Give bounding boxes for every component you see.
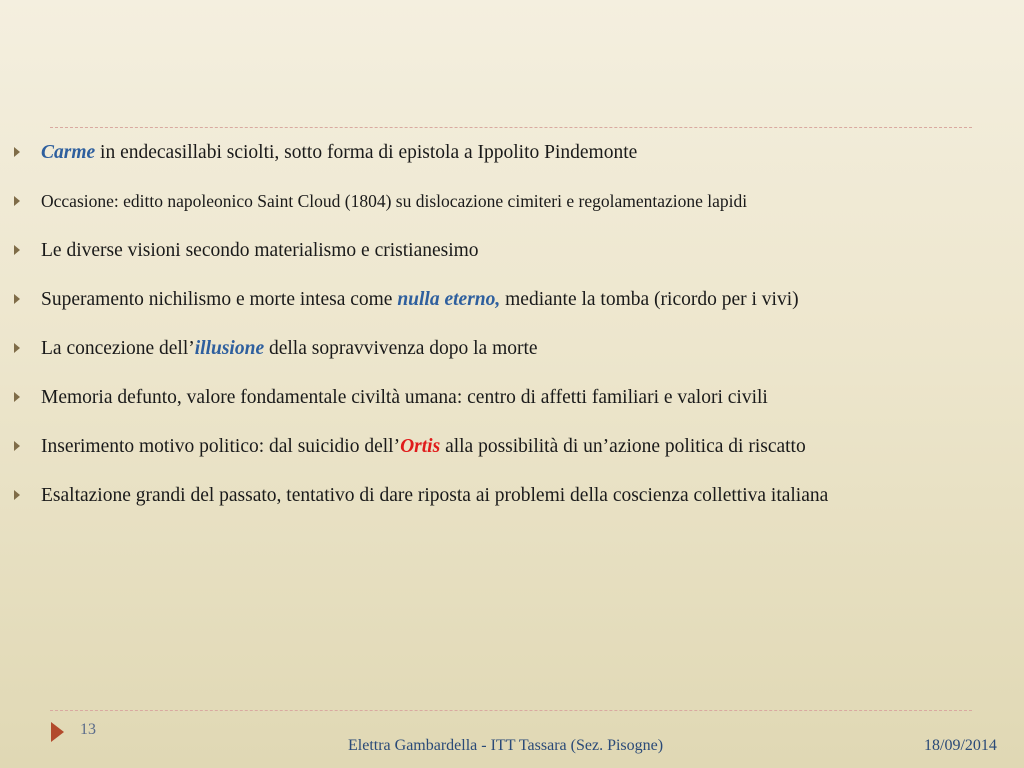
bullet-text: in endecasillabi sciolti, sotto forma di epistola a Ippolito Pindemonte bbox=[95, 142, 638, 163]
bullet-item bbox=[14, 133, 1014, 172]
bullet-item bbox=[14, 329, 1014, 368]
bullet-text: Memoria defunto, valore fondamentale civiltà umana: centro di affetti familiari e valori civili bbox=[41, 387, 768, 408]
bullet-item bbox=[14, 476, 971, 515]
bullet-item bbox=[14, 427, 1014, 466]
bullet-arrow-icon bbox=[14, 245, 20, 255]
bullet-list bbox=[14, 133, 1014, 525]
bullet-arrow-icon bbox=[14, 490, 20, 500]
bullet-arrow-icon bbox=[14, 196, 20, 206]
bullet-item bbox=[14, 280, 1014, 319]
page-number: 13 bbox=[80, 721, 96, 738]
bullet-text: Superamento nichilismo e morte intesa come bbox=[41, 289, 398, 310]
emphasis-text: illusione bbox=[194, 338, 265, 359]
emphasis-text-red: Ortis bbox=[400, 436, 441, 457]
bullet-text: La concezione dell’ bbox=[41, 338, 195, 359]
footer-author: Elettra Gambardella - ITT Tassara (Sez. Pisogne) bbox=[348, 737, 664, 754]
bullet-text: mediante la tomba (ricordo per i vivi) bbox=[500, 289, 799, 310]
bullet-text: Inserimento motivo politico: dal suicidio dell’ bbox=[41, 436, 401, 457]
bullet-text: della sopravvivenza dopo la morte bbox=[264, 338, 538, 359]
bullet-arrow-icon bbox=[14, 343, 20, 353]
bullet-item bbox=[14, 231, 1014, 270]
bullet-text: Esaltazione grandi del passato, tentativo di dare riposta ai problemi della coscienza collettiva italiana bbox=[41, 485, 829, 506]
emphasis-text: nulla eterno, bbox=[397, 289, 501, 310]
bullet-item bbox=[14, 182, 1014, 221]
bullet-text: Le diverse visioni secondo materialismo e cristianesimo bbox=[41, 240, 479, 261]
slide-marker-icon bbox=[51, 722, 64, 742]
top-divider bbox=[50, 127, 972, 128]
bullet-arrow-icon bbox=[14, 392, 20, 402]
bullet-arrow-icon bbox=[14, 441, 20, 451]
bullet-text: alla possibilità di un’azione politica di riscatto bbox=[440, 436, 806, 457]
bullet-item bbox=[14, 378, 1014, 417]
bullet-arrow-icon bbox=[14, 147, 20, 157]
footer-date: 18/09/2014 bbox=[924, 737, 997, 754]
emphasis-text: Carme bbox=[41, 142, 96, 163]
bullet-arrow-icon bbox=[14, 294, 20, 304]
bullet-text: Occasione: editto napoleonico Saint Cloud (1804) su dislocazione cimiteri e regolamentazione lapidi bbox=[41, 191, 748, 211]
bottom-divider bbox=[50, 710, 972, 711]
